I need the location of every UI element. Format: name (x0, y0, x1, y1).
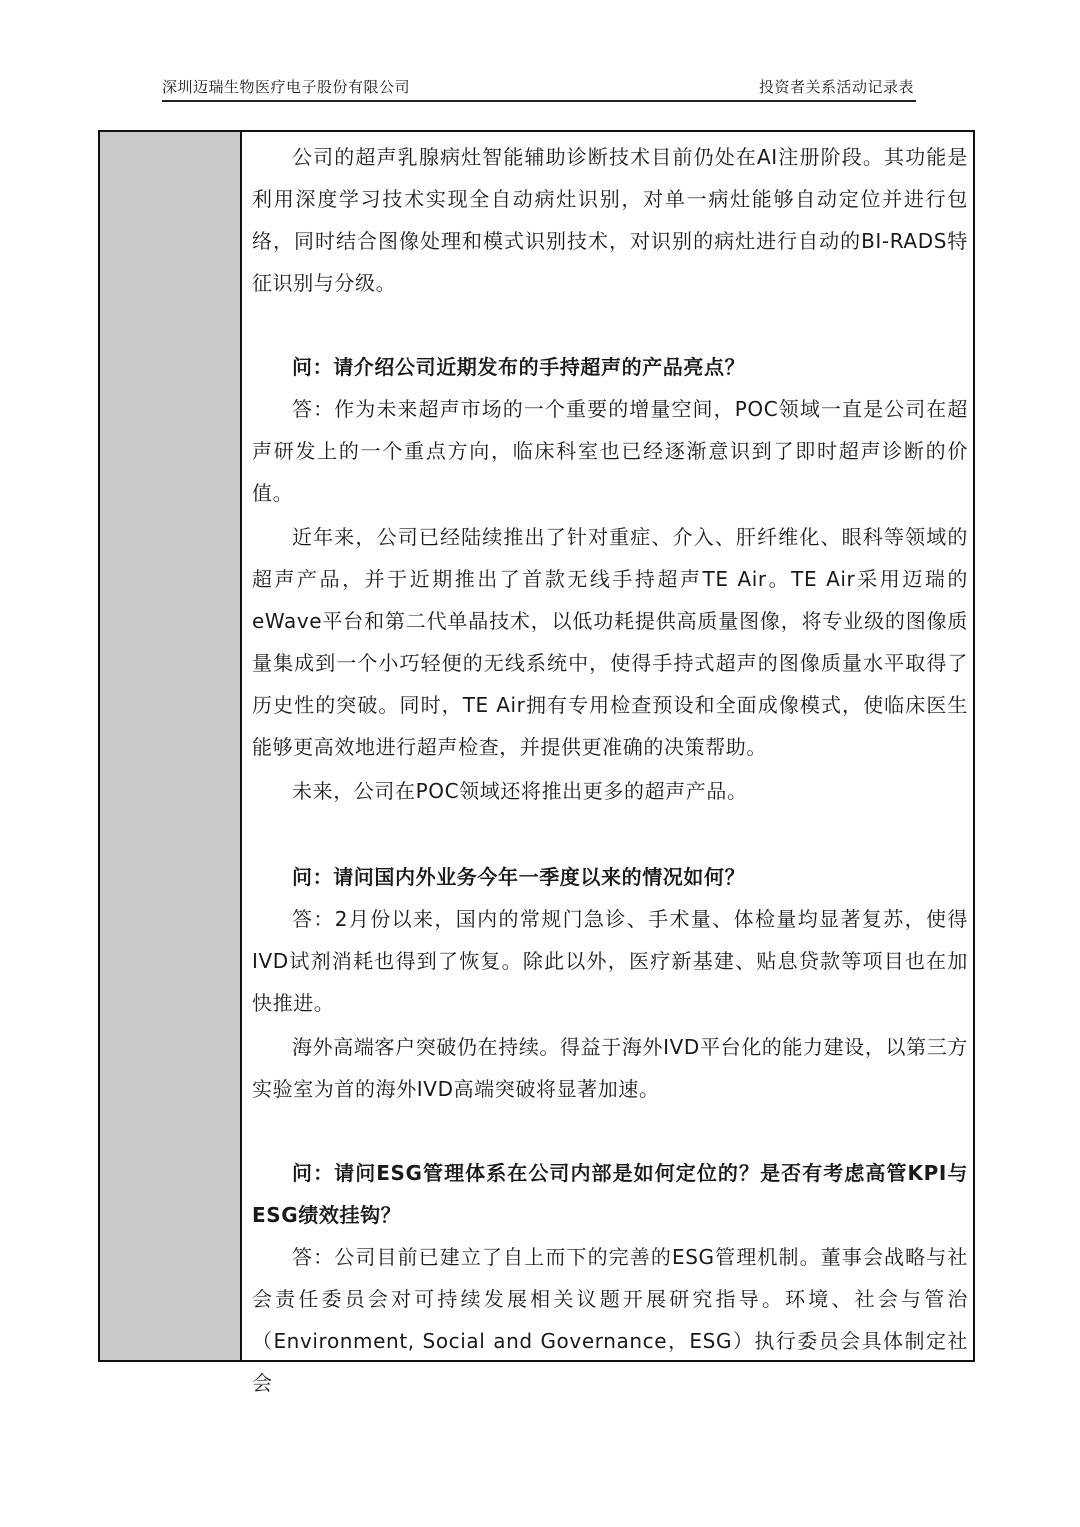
header-doc-title: 投资者关系活动记录表 (758, 78, 914, 96)
question-esg: 问：请问ESG管理体系在公司内部是如何定位的？是否有考虑高管KPI与ESG绩效挂钩？ (252, 1161, 968, 1227)
paragraph-ai-diagnosis: 公司的超声乳腺病灶智能辅助诊断技术目前仍处在AI注册阶段。其功能是利用深度学习技术实现全自动病灶识别，对单一病灶能够自动定位并进行包络，同时结合图像处理和模式识别技术，对识别的病灶进行自动的BI-RADS特征识别与分级。 (252, 145, 968, 295)
answer-esg: 答：公司目前已建立了自上而下的完善的ESG管理机制。董事会战略与社会责任委员会对可持续发展相关议题开展研究指导。环境、社会与管治（Environment, Social and Governance，ESG）执行委员会具体制定社会 (252, 1245, 968, 1395)
header-rule (162, 100, 916, 102)
header-company: 深圳迈瑞生物医疗电子股份有限公司 (162, 78, 411, 96)
question-handheld-ultrasound: 问：请介绍公司近期发布的手持超声的产品亮点？ (292, 355, 746, 379)
answer-poc-direction: 答：作为未来超声市场的一个重要的增量空间，POC领域一直是公司在超声研发上的一个重点方向，临床科室也已经逐渐意识到了即时超声诊断的价值。 (252, 397, 968, 505)
paragraph-overseas-ivd: 海外高端客户突破仍在持续。得益于海外IVD平台化的能力建设，以第三方实验室为首的海外IVD高端突破将显著加速。 (252, 1035, 968, 1101)
table-label-column (100, 132, 242, 1360)
record-table (98, 130, 975, 1395)
question-domestic-overseas: 问：请问国内外业务今年一季度以来的情况如何？ (292, 865, 746, 889)
paragraph-poc-future: 未来，公司在POC领域还将推出更多的超声产品。 (292, 779, 748, 803)
answer-domestic-recovery: 答：2月份以来，国内的常规门急诊、手术量、体检量均显著复苏，使得IVD试剂消耗也得到了恢复。除此以外，医疗新基建、贴息贷款等项目也在加快推进。 (252, 907, 968, 1015)
paragraph-te-air: 近年来，公司已经陆续推出了针对重症、介入、肝纤维化、眼科等领域的超声产品，并于近期推出了首款无线手持超声TE Air。TE Air采用迈瑞的eWave平台和第二代单晶技术，以低功耗提供高质量图像，将专业级的图像质量集成到一个小巧轻便的无线系统中，使得手持式超声的图像质量水平取得了历史性的突破。同时，TE Air拥有专用检查预设和全面成像模式，使临床医生能够更高效地进行超声检查，并提供更准确的决策帮助。 (252, 525, 968, 759)
